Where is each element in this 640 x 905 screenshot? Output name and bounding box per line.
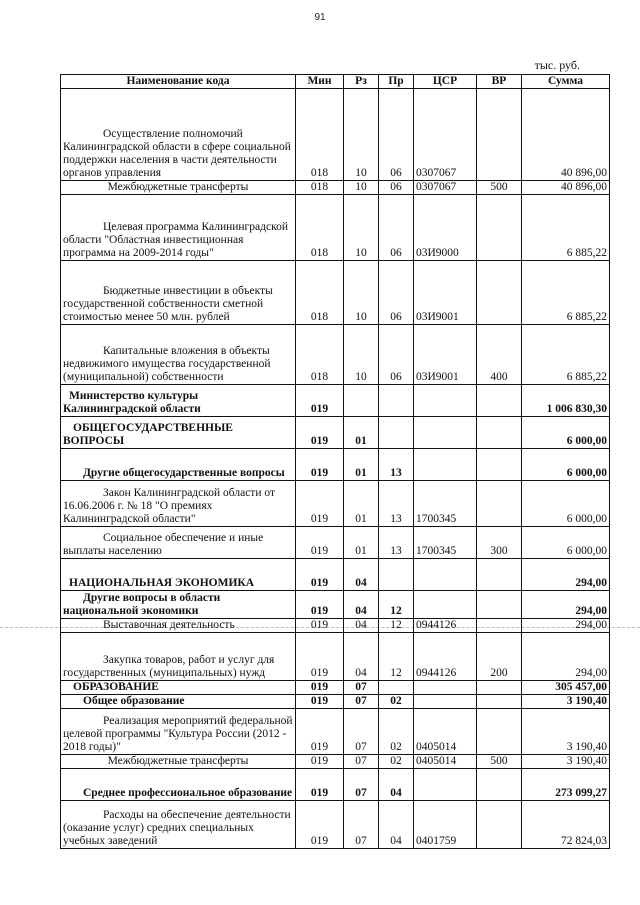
row-sum: 3 190,40 [522, 709, 610, 755]
budget-table [60, 74, 610, 849]
row-min: 019 [296, 417, 344, 449]
row-csr: 0944126 [414, 633, 477, 681]
row-name: Осуществление полномочий Калининградской области в сфере социальной поддержки населения в части деятельности органов управления [61, 89, 296, 181]
row-name: НАЦИОНАЛЬНАЯ ЭКОНОМИКА [61, 559, 296, 591]
table-row [61, 755, 610, 769]
row-min: 019 [296, 755, 344, 769]
row-vr [477, 385, 522, 417]
row-rz: 10 [344, 89, 379, 181]
row-rz: 10 [344, 261, 379, 325]
table-row [61, 195, 610, 261]
row-min: 019 [296, 619, 344, 633]
row-csr [414, 417, 477, 449]
row-name: ОБЩЕГОСУДАРСТВЕННЫЕ ВОПРОСЫ [61, 417, 296, 449]
row-pr: 06 [379, 261, 414, 325]
table-row [61, 695, 610, 709]
row-name: Закупка товаров, работ и услуг для государственных (муниципальных) нужд [61, 633, 296, 681]
row-vr [477, 591, 522, 619]
row-sum: 40 896,00 [522, 89, 610, 181]
row-sum: 273 099,27 [522, 769, 610, 801]
table-row [61, 417, 610, 449]
row-pr: 06 [379, 195, 414, 261]
table-row [61, 89, 610, 181]
row-min: 019 [296, 681, 344, 695]
row-pr: 04 [379, 801, 414, 849]
row-rz: 01 [344, 449, 379, 481]
row-rz: 07 [344, 801, 379, 849]
row-pr: 12 [379, 619, 414, 633]
row-sum: 294,00 [522, 559, 610, 591]
row-sum: 3 190,40 [522, 755, 610, 769]
row-sum: 6 885,22 [522, 261, 610, 325]
row-rz: 01 [344, 481, 379, 527]
table-row [61, 619, 610, 633]
row-name: Целевая программа Калининградской области "Областная инвестиционная программа на 2009-2014 годы" [61, 195, 296, 261]
row-vr [477, 801, 522, 849]
row-vr: 300 [477, 527, 522, 559]
row-min: 019 [296, 633, 344, 681]
row-vr [477, 619, 522, 633]
row-min: 019 [296, 591, 344, 619]
row-name: Министерство культуры Калининградской области [61, 385, 296, 417]
row-csr [414, 681, 477, 695]
table-row [61, 681, 610, 695]
row-pr: 02 [379, 709, 414, 755]
row-sum: 6 000,00 [522, 417, 610, 449]
row-vr: 400 [477, 325, 522, 385]
row-rz: 07 [344, 769, 379, 801]
row-rz: 07 [344, 709, 379, 755]
row-rz: 10 [344, 325, 379, 385]
header-vr: ВР [477, 75, 522, 89]
row-vr [477, 481, 522, 527]
row-min: 019 [296, 449, 344, 481]
row-min: 019 [296, 385, 344, 417]
table-row [61, 769, 610, 801]
row-csr [414, 559, 477, 591]
row-pr [379, 681, 414, 695]
header-name: Наименование кода [61, 75, 296, 89]
row-pr [379, 417, 414, 449]
row-pr: 06 [379, 325, 414, 385]
row-sum: 6 885,22 [522, 325, 610, 385]
row-vr [477, 769, 522, 801]
row-csr: 0944126 [414, 619, 477, 633]
row-pr [379, 559, 414, 591]
table-row [61, 633, 610, 681]
table-header-row [61, 75, 610, 89]
row-name: Капитальные вложения в объекты недвижимого имущества государственной (муниципальной) собственности [61, 325, 296, 385]
row-csr: 1700345 [414, 481, 477, 527]
table-row [61, 527, 610, 559]
row-vr [477, 417, 522, 449]
row-vr [477, 195, 522, 261]
row-csr: 0307067 [414, 89, 477, 181]
table-row [61, 181, 610, 195]
row-name: Реализация мероприятий федеральной целевой программы "Культура России (2012 - 2018 годы)" [61, 709, 296, 755]
row-pr: 04 [379, 769, 414, 801]
row-min: 019 [296, 769, 344, 801]
row-vr: 500 [477, 181, 522, 195]
header-min: Мин [296, 75, 344, 89]
table-row [61, 559, 610, 591]
row-min: 019 [296, 481, 344, 527]
row-name: Среднее профессиональное образование [61, 769, 296, 801]
row-vr [477, 695, 522, 709]
page-number: 91 [314, 12, 326, 23]
header-csr: ЦСР [414, 75, 477, 89]
row-name: Закон Калининградской области от 16.06.2006 г. № 18 "О премиях Калининградской области" [61, 481, 296, 527]
row-csr: 03И9000 [414, 195, 477, 261]
row-pr: 02 [379, 695, 414, 709]
row-csr [414, 385, 477, 417]
row-rz: 04 [344, 591, 379, 619]
row-csr: 1700345 [414, 527, 477, 559]
row-csr: 03И9001 [414, 325, 477, 385]
row-sum: 6 000,00 [522, 481, 610, 527]
row-pr [379, 385, 414, 417]
table-row [61, 449, 610, 481]
row-name: Другие вопросы в области национальной экономики [61, 591, 296, 619]
row-csr [414, 695, 477, 709]
row-min: 019 [296, 801, 344, 849]
row-sum: 294,00 [522, 633, 610, 681]
row-csr: 0405014 [414, 709, 477, 755]
row-rz: 07 [344, 681, 379, 695]
row-csr [414, 769, 477, 801]
row-min: 018 [296, 181, 344, 195]
row-sum: 1 006 830,30 [522, 385, 610, 417]
row-rz: 04 [344, 633, 379, 681]
row-min: 018 [296, 195, 344, 261]
row-sum: 72 824,03 [522, 801, 610, 849]
row-pr: 13 [379, 449, 414, 481]
row-min: 018 [296, 325, 344, 385]
row-name: Межбюджетные трансферты [61, 755, 296, 769]
row-rz: 01 [344, 527, 379, 559]
row-name: Бюджетные инвестиции в объекты государственной собственности сметной стоимостью менее 50 млн. рублей [61, 261, 296, 325]
row-csr: 0405014 [414, 755, 477, 769]
units-label: тыс. руб. [534, 58, 580, 72]
row-rz [344, 385, 379, 417]
row-pr: 06 [379, 89, 414, 181]
row-min: 019 [296, 695, 344, 709]
table-row [61, 591, 610, 619]
row-rz: 04 [344, 619, 379, 633]
header-sum: Сумма [522, 75, 610, 89]
table-row [61, 709, 610, 755]
row-rz: 10 [344, 195, 379, 261]
table-row [61, 801, 610, 849]
table-row [61, 325, 610, 385]
row-csr [414, 449, 477, 481]
row-sum: 6 000,00 [522, 449, 610, 481]
row-sum: 40 896,00 [522, 181, 610, 195]
row-name: Выставочная деятельность [61, 619, 296, 633]
row-sum: 6 000,00 [522, 527, 610, 559]
row-sum: 6 885,22 [522, 195, 610, 261]
row-rz: 10 [344, 181, 379, 195]
row-vr [477, 449, 522, 481]
row-min: 018 [296, 261, 344, 325]
row-sum: 3 190,40 [522, 695, 610, 709]
table-row [61, 385, 610, 417]
row-min: 018 [296, 89, 344, 181]
row-pr: 06 [379, 181, 414, 195]
header-pr: Пр [379, 75, 414, 89]
row-name: Межбюджетные трансферты [61, 181, 296, 195]
row-csr: 0307067 [414, 181, 477, 195]
row-pr: 12 [379, 633, 414, 681]
row-csr: 03И9001 [414, 261, 477, 325]
row-rz: 04 [344, 559, 379, 591]
row-csr [414, 591, 477, 619]
row-name: Другие общегосударственные вопросы [61, 449, 296, 481]
row-min: 019 [296, 559, 344, 591]
row-pr: 13 [379, 527, 414, 559]
row-vr: 500 [477, 755, 522, 769]
row-vr [477, 559, 522, 591]
table-row [61, 481, 610, 527]
row-name: Общее образование [61, 695, 296, 709]
row-csr: 0401759 [414, 801, 477, 849]
row-pr: 02 [379, 755, 414, 769]
row-rz: 07 [344, 695, 379, 709]
row-min: 019 [296, 709, 344, 755]
row-sum: 305 457,00 [522, 681, 610, 695]
row-vr: 200 [477, 633, 522, 681]
row-sum: 294,00 [522, 619, 610, 633]
row-vr [477, 709, 522, 755]
row-vr [477, 89, 522, 181]
row-vr [477, 681, 522, 695]
row-sum: 294,00 [522, 591, 610, 619]
row-name: ОБРАЗОВАНИЕ [61, 681, 296, 695]
header-rz: Рз [344, 75, 379, 89]
row-rz: 07 [344, 755, 379, 769]
row-vr [477, 261, 522, 325]
row-pr: 13 [379, 481, 414, 527]
row-min: 019 [296, 527, 344, 559]
row-name: Расходы на обеспечение деятельности (оказание услуг) средних специальных учебных заведений [61, 801, 296, 849]
table-row [61, 261, 610, 325]
row-name: Социальное обеспечение и иные выплаты населению [61, 527, 296, 559]
row-rz: 01 [344, 417, 379, 449]
row-pr: 12 [379, 591, 414, 619]
